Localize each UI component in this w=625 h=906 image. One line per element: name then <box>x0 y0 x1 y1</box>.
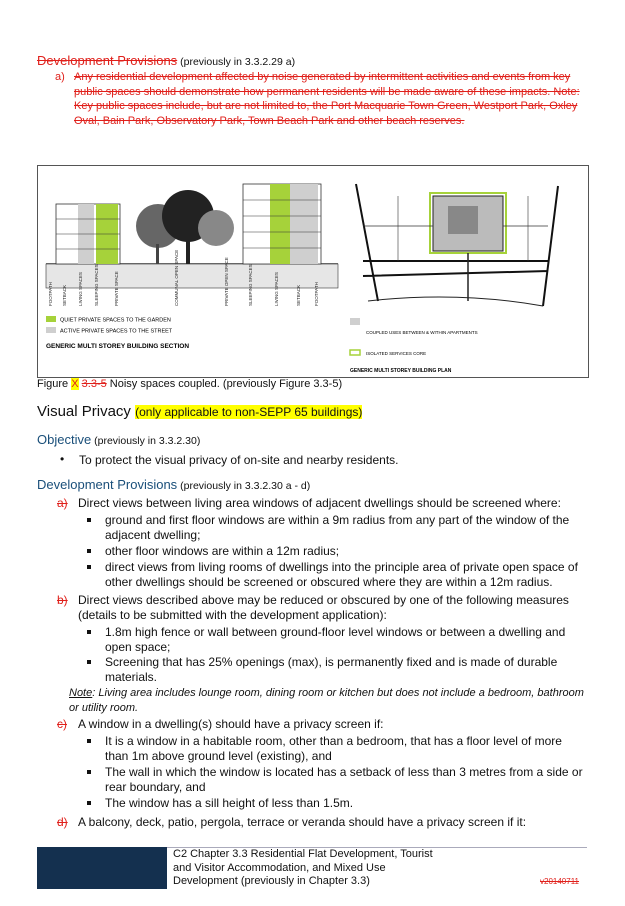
square-bullet-icon <box>87 739 91 743</box>
objective-bullet <box>60 453 399 467</box>
square-bullet-icon <box>87 518 91 522</box>
section-label: LIVING SPACES <box>274 272 279 306</box>
sub-item-text: Screening that has 25% openings (max), is permanently fixed and is made of durable materials. <box>105 655 558 684</box>
caption-prefix: Figure <box>37 378 72 390</box>
legend-grey-swatch <box>46 327 56 333</box>
square-bullet-icon <box>87 565 91 569</box>
section-applicability-note: (only applicable to non-SEPP 65 buildings) <box>135 405 363 419</box>
section-label: SLEEPING SPACES <box>94 264 99 306</box>
item-marker: b) <box>57 593 68 607</box>
struck-provision-item <box>55 70 590 128</box>
objective-title: Objective <box>37 432 92 447</box>
footer-line: and Visitor Accommodation, and Mixed Use <box>173 861 386 874</box>
sub-item-text: The window has a sill height of less than 1.5m. <box>105 796 354 810</box>
sub-item <box>87 560 587 590</box>
section-title: Visual Privacy <box>37 403 131 420</box>
provision-text: Direct views between living area windows of adjacent dwellings should be screened where: <box>78 496 561 510</box>
sub-item <box>87 513 587 543</box>
objective-suffix: (previously in 3.3.2.30) <box>91 435 201 447</box>
right-building <box>243 184 321 264</box>
sub-item <box>87 734 587 764</box>
caption-text: Noisy spaces coupled. (previously Figure 3.3-5) <box>106 378 343 390</box>
item-marker: a) <box>55 71 65 83</box>
note-label: Note <box>69 687 93 699</box>
section-label: LIVING SPACES <box>78 272 83 306</box>
footer-line: C2 Chapter 3.3 Residential Flat Development, Tourist <box>173 848 433 860</box>
section-label: FOOTPATH <box>314 282 319 306</box>
provisions-heading <box>37 477 310 492</box>
trees <box>136 190 234 264</box>
provision-item-b <box>57 593 592 623</box>
square-bullet-icon <box>87 630 91 634</box>
section-label: COMMUNAL OPEN SPACE <box>174 249 179 306</box>
sub-item-text: other floor windows are within a 12m radius; <box>105 544 340 558</box>
sub-item <box>87 625 587 655</box>
figure-caption <box>37 378 342 390</box>
plan-title: GENERIC MULTI STOREY BUILDING PLAN <box>350 368 452 374</box>
sub-item-text: 1.8m high fence or wall between ground-floor level windows or between a dwelling and open space; <box>105 625 566 654</box>
sub-item-text: The wall in which the window is located has a setback of less than 3 metres from a side or rear boundary, and <box>105 765 583 794</box>
sub-item <box>87 655 587 685</box>
section-label: SETBACK <box>296 284 301 306</box>
square-bullet-icon <box>87 770 91 774</box>
provision-text: A window in a dwelling(s) should have a privacy screen if: <box>78 717 384 731</box>
caption-old-number: 3.3-5 <box>81 378 107 390</box>
building-diagram <box>38 166 588 377</box>
bullet-icon: • <box>60 452 65 466</box>
section-label: PRIVATE SPACE <box>114 271 119 306</box>
footer-line: Development (previously in Chapter 3.3) <box>173 875 370 887</box>
provisions-suffix: (previously in 3.3.2.30 a - d) <box>177 480 311 492</box>
legend-green-swatch <box>46 316 56 322</box>
provision-item-d <box>57 815 592 830</box>
footer-chapter-title <box>173 848 473 889</box>
section-label: FOOTPATH <box>48 282 53 306</box>
legend-coupled-swatch <box>350 318 360 325</box>
note-text: : Living area includes lounge room, dining room or kitchen but does not include a bedroom, bathroom or utility room. <box>69 687 584 714</box>
legend-coupled-label: COUPLED USES BETWEEN & WITHIN APARTMENTS <box>366 330 478 335</box>
footer-color-block <box>37 847 167 889</box>
provision-text: Direct views described above may be reduced or obscured by one of the following measures (details to be submitted with the development application): <box>78 593 569 622</box>
sub-item <box>87 544 587 559</box>
legend-quiet-label: QUIET PRIVATE SPACES TO THE GARDEN <box>60 317 171 324</box>
section-label: SLEEPING SPACES <box>248 264 253 306</box>
objective-heading <box>37 432 200 447</box>
struck-section-heading <box>37 53 295 68</box>
provision-item-a <box>57 496 592 511</box>
item-marker: d) <box>57 815 68 829</box>
figure-image <box>37 165 589 378</box>
left-building <box>56 204 120 264</box>
footer-version: v20140711 <box>540 877 579 886</box>
item-marker: a) <box>57 496 68 510</box>
section-heading <box>37 403 362 420</box>
square-bullet-icon <box>87 549 91 553</box>
legend-isolated-swatch <box>350 350 360 355</box>
provision-item-c <box>57 717 592 732</box>
section-title: GENERIC MULTI STOREY BUILDING SECTION <box>46 343 190 350</box>
provisions-title: Development Provisions <box>37 477 178 492</box>
sub-item <box>87 765 587 795</box>
struck-heading-suffix: (previously in 3.3.2.29 a) <box>177 56 296 68</box>
item-marker: c) <box>57 717 67 731</box>
provision-text: A balcony, deck, patio, pergola, terrace or veranda should have a privacy screen if it: <box>78 815 527 829</box>
struck-provision-text: Any residential development affected by noise generated by intermittent activities and events from key public spaces should demonstrate how permanent residents will be made aware of these impacts. Note: Key public spaces include, but are not limited to, the Port Macquarie Town Green, Westport Park, Oxley Oval, Bain Park, Observatory Park, Town Beach Park and other beach reserves. <box>74 71 580 127</box>
sub-item-text: direct views from living rooms of dwellings into the principle area of private open space of other dwellings should be screened or obscured where they are within a 12m radius. <box>105 560 578 589</box>
sub-item-text: ground and first floor windows are within a 9m radius from any part of the window of the adjacent dwelling; <box>105 513 570 542</box>
sub-item-text: It is a window in a habitable room, other than a bedroom, that has a floor level of more than 1m above ground level (existing), and <box>105 734 562 763</box>
square-bullet-icon <box>87 801 91 805</box>
objective-text: To protect the visual privacy of on-site and nearby residents. <box>79 453 399 467</box>
building-plan <box>356 184 558 306</box>
section-label: PRIVATE OPEN SPACE <box>224 257 229 306</box>
note-paragraph <box>69 686 589 716</box>
sub-item <box>87 796 587 811</box>
section-label: SETBACK <box>62 284 67 306</box>
struck-heading-title: Development Provisions <box>37 53 178 68</box>
caption-x: X <box>71 378 79 390</box>
legend-isolated-label: ISOLATED SERVICES CORE <box>366 351 427 356</box>
square-bullet-icon <box>87 660 91 664</box>
legend-active-label: ACTIVE PRIVATE SPACES TO THE STREET <box>60 328 173 335</box>
